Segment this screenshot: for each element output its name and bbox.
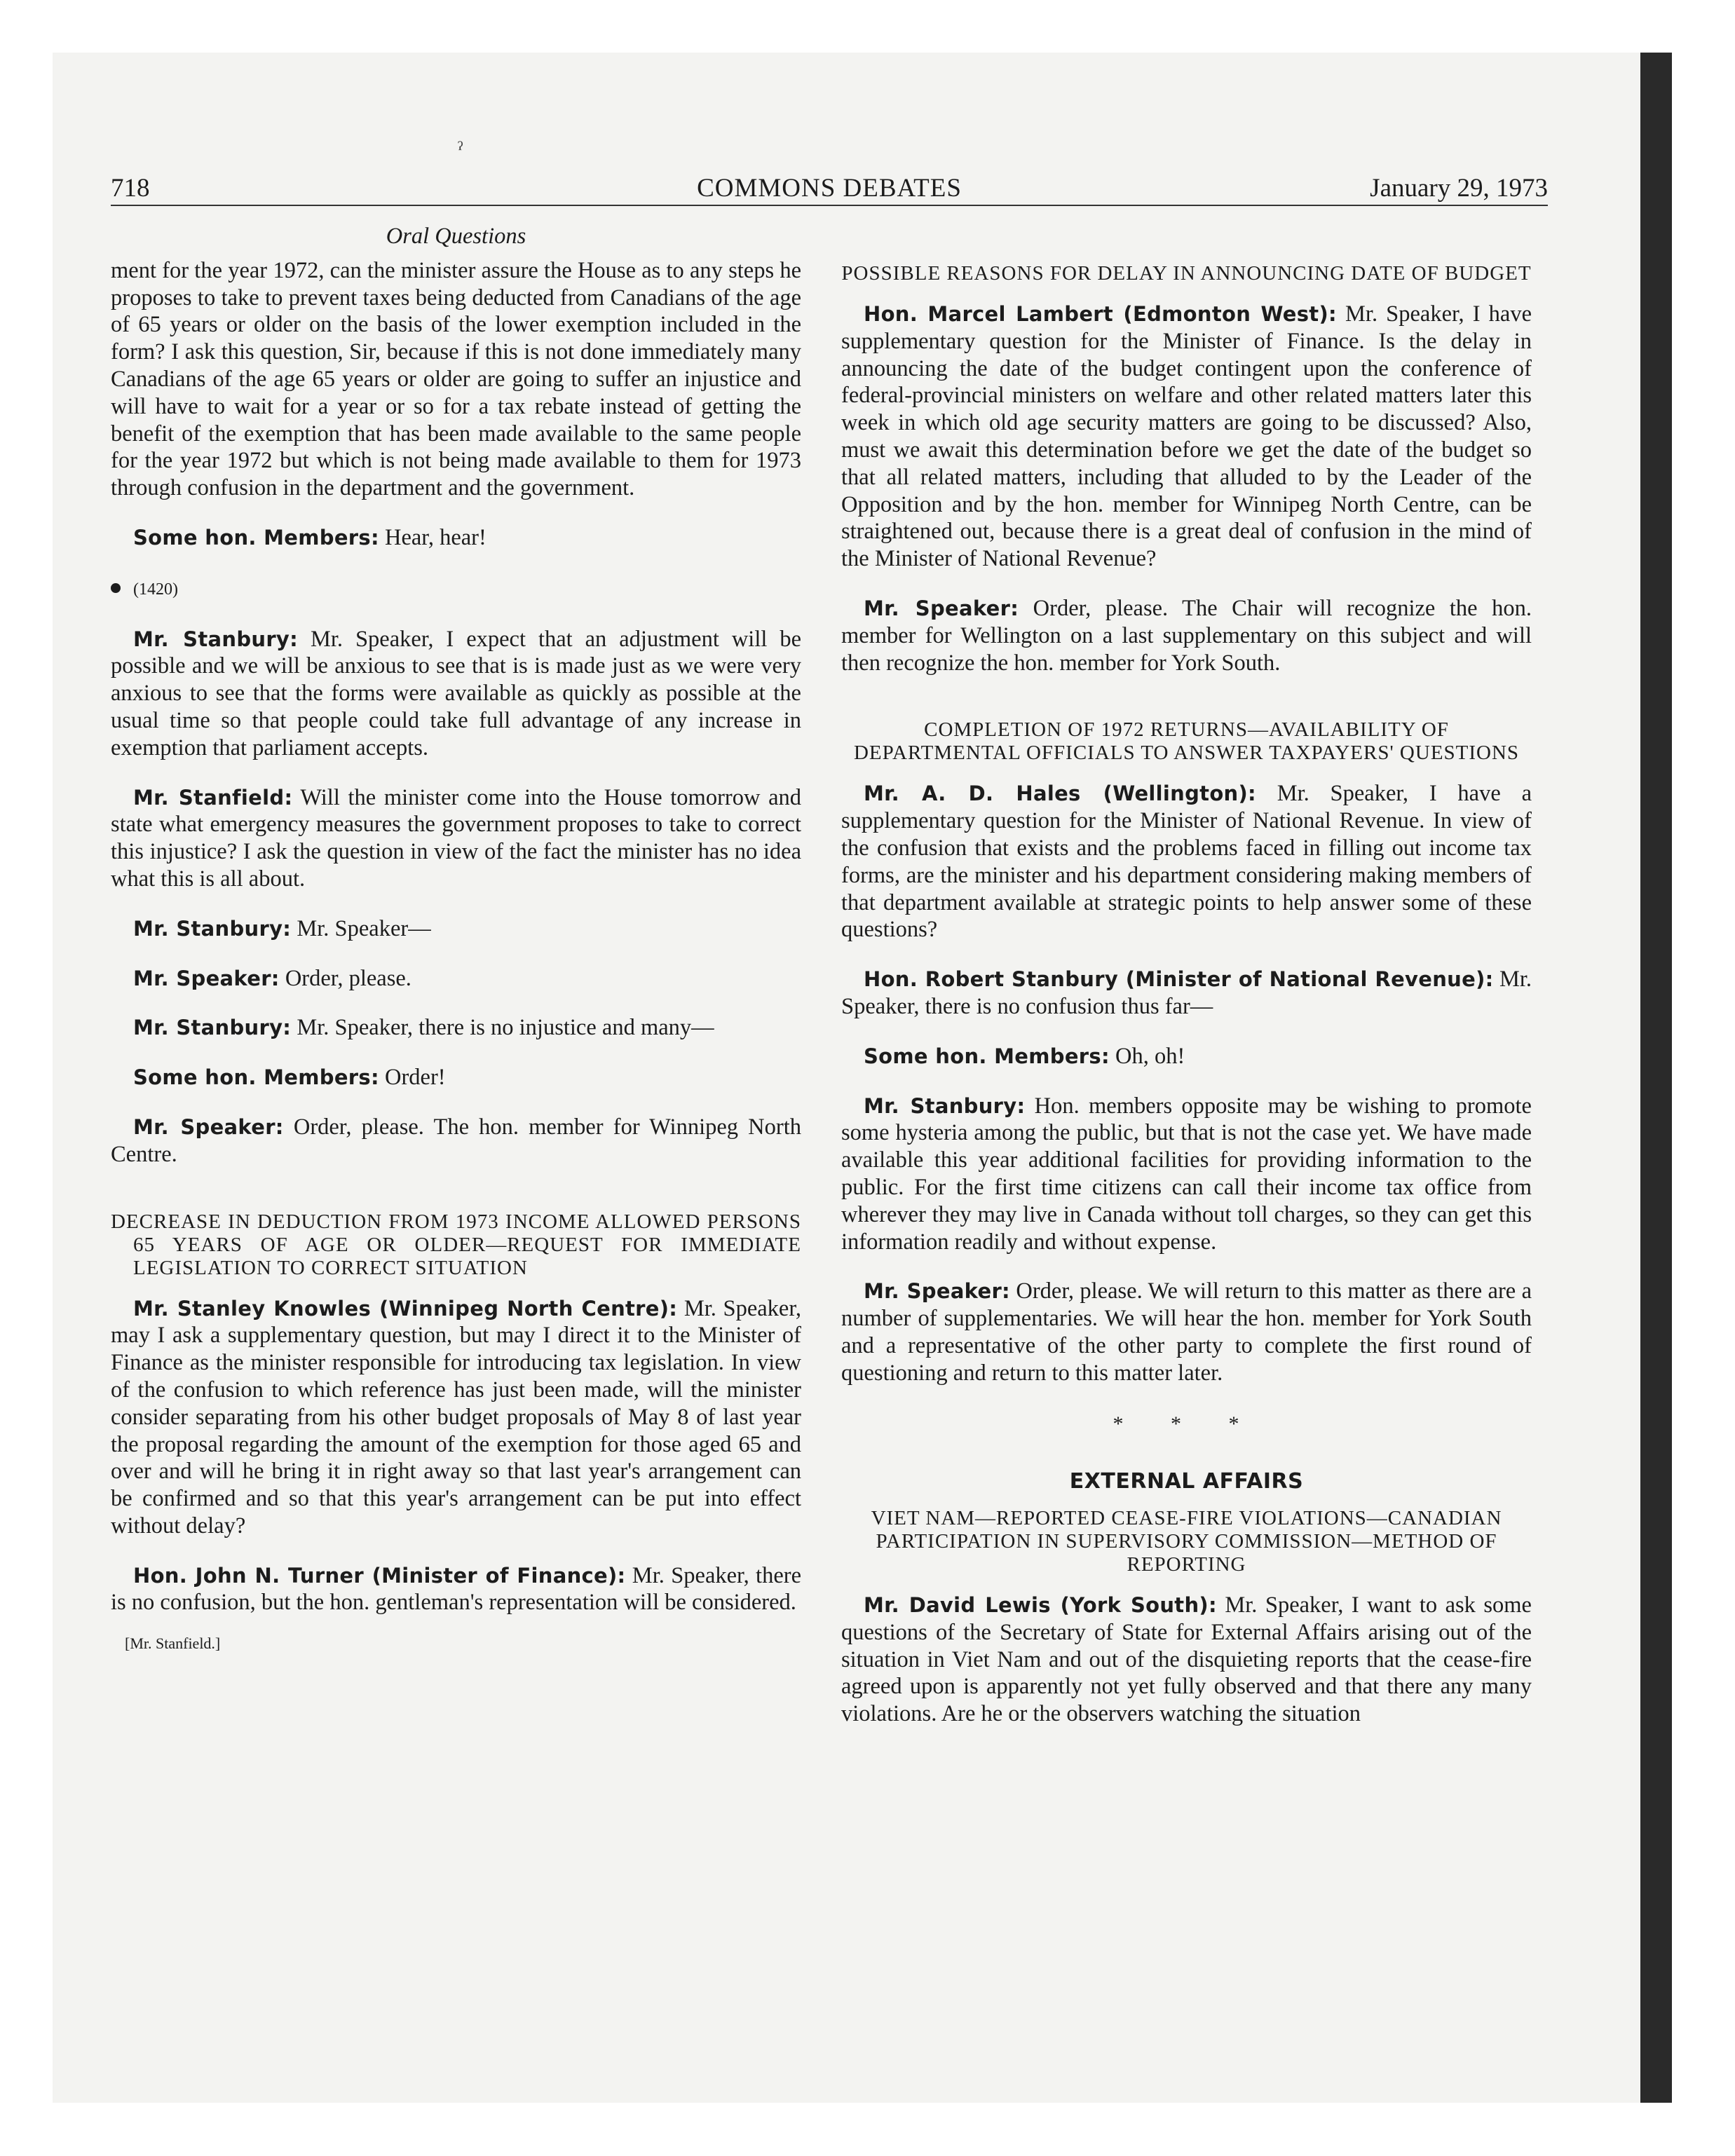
paragraph [111,1064,801,1091]
speech-text: Order! [384,1065,446,1091]
speaker-name: Mr. Stanbury: [133,916,292,941]
speaker-name: Some hon. Members: [133,1065,379,1090]
paragraph [111,784,801,893]
speaker-name: Mr. Stanley Knowles (Winnipeg North Centre): [133,1296,678,1321]
paragraph [841,595,1532,676]
speech-text: Will the minister come into the House tomorrow and state what emergency measures the government proposes to take to correct this injustice? I ask the question in view of the fact the minister has no idea what this is all about. [111,784,801,892]
speaker-name: Mr. Stanbury: [864,1093,1026,1118]
speaker-name: Mr. Stanfield: [133,785,293,810]
speech-text: Oh, oh! [1115,1043,1185,1069]
subject-heading: VIET NAM—REPORTED CEASE-FIRE VIOLATIONS—CANADIAN PARTICIPATION IN SUPERVISORY COMMISSION—METHOD OF REPORTING [871,1507,1502,1576]
paragraph [841,780,1532,943]
speaker-name: Hon. Robert Stanbury (Minister of National Revenue): [864,967,1494,992]
scan-edge-shadow [1640,53,1672,2103]
scan-mark: ˀ [458,137,463,161]
speech-text: Mr. Speaker, I have supplementary question for the Minister of Finance. Is the delay in announcing the date of the budget contingent upon the conference of federal-provincial ministers on welfare and other related matters later this week in which old age security matters are going to be discussed? Also, must we await this determination before we get the date of the budget so that all related matters, including that alluded to by the Leader of the Opposition and by the hon. member for Winnipeg North Centre, can be straightened out, because there is a great deal of confusion in the mind of the Minister of National Revenue? [841,301,1532,572]
right-column [841,223,1532,1728]
speaker-name: Mr. Speaker: [133,1114,284,1139]
paragraph [111,915,801,943]
speech-text: Mr. Speaker, I have a supplementary question for the Minister of National Revenue. In view of the confusion that exists and the problems faced in filling out income tax forms, are the minister and his department considering making members of that department available at strategic points to help answer some of these questions? [841,781,1532,943]
paragraph [841,1278,1532,1386]
speech-text: Mr. Speaker, I expect that an adjustment will be possible and we will be anxious to see that is is made just as we were very anxious to see that the forms were available as quickly as possible at the usual time so that people could take full advantage of any increase in exemption that parliament accepts. [111,626,801,760]
timestamp-line [111,574,801,603]
page-date: January 29, 1973 [1370,174,1548,203]
paragraph [111,1014,801,1042]
attribution-footnote: [Mr. Stanfield.] [125,1635,221,1653]
paragraph: ment for the year 1972, can the minister assure the House as to any steps he proposes to take to prevent taxes being deducted from Canadians of the age of 65 years or older on the basis of the lower exemption included in the form? I ask this question, Sir, because if this is not done immediately many Canadians of the age 65 years or older are going to suffer an injustice and will have to wait for a year or so for a tax rebate instead of getting the benefit of the exemption that has been made available to the same people for the year 1972 but which is not being made available to them for 1973 through confusion in the department and the government. [111,257,801,501]
speaker-name: Mr. A. D. Hales (Wellington): [864,782,1256,806]
running-head: Oral Questions [386,224,526,249]
speaker-name: Some hon. Members: [864,1044,1110,1068]
speech-text: Mr. Speaker, may I ask a supplementary question, but may I direct it to the Minister of Finance as the minister responsible for introducing tax legislation. In view of the confusion to which reference has just been made, will the minister consider separating from his other budget proposals of May 8 of last year the proposal regarding the amount of the exemption for those aged 65 and over and will he bring it in right away so that last year's arrangement can be confirmed and so that this year's arrangement can be put into effect without delay? [111,1295,801,1538]
paragraph [111,524,801,552]
paragraph [111,1562,801,1617]
subject-heading: COMPLETION OF 1972 RETURNS—AVAILABILITY OF DEPARTMENTAL OFFICIALS TO ANSWER TAXPAYERS' QUESTIONS [853,718,1520,765]
paragraph [111,1114,801,1168]
speaker-name: Mr. Speaker: [133,966,280,990]
speech-text: Mr. Speaker, I want to ask some questions of the Secretary of State for External Affairs arising out of the situation in Viet Nam and out of the disquieting reports that the cease-fire agreed upon is apparently not yet fully observed and that there any many violations. Are he or the observers watching the situation [841,1592,1532,1727]
bullet-dot-icon [111,583,121,593]
paragraph [841,1043,1532,1070]
speaker-name: Hon. John N. Turner (Minister of Finance): [133,1563,626,1588]
speaker-name: Mr. David Lewis (York South): [864,1593,1217,1618]
timestamp: (1420) [133,580,178,599]
speaker-name: Mr. Speaker: [864,596,1019,620]
speech-text: Order, please. We will return to this matter as there are a number of supplementaries. We will hear the hon. member for York South and a representative of the other party to complete the first round of questioning and return to this matter later. [841,1278,1532,1386]
speech-text: Hon. members opposite may be wishing to promote some hysteria among the public, but that is not the case yet. We have made available this year additional facilities for providing information to the public. For the first time citizens can call their income tax office from wherever they may live in Canada without toll charges, so they can get this information readily and without expense. [841,1093,1532,1255]
header-rule [111,205,1548,206]
subject-heading: POSSIBLE REASONS FOR DELAY IN ANNOUNCING DATE OF BUDGET [841,262,1532,285]
paragraph [841,966,1532,1021]
paragraph [111,626,801,762]
paragraph [111,965,801,992]
speaker-name: Mr. Stanbury: [133,627,299,651]
speaker-name: Some hon. Members: [133,525,379,550]
left-column [111,223,801,1658]
publication-title: COMMONS DEBATES [697,174,962,203]
speech-text: Order, please. The Chair will recognize the hon. member for Wellington on a last supplementary on this subject and will then recognize the hon. member for York South. [841,595,1532,676]
page-number: 718 [111,174,150,203]
speaker-name: Mr. Speaker: [864,1279,1010,1304]
paragraph [841,1093,1532,1256]
speech-text: Mr. Speaker, there is no confusion, but the hon. gentleman's representation will be considered. [111,1562,801,1616]
section-title: EXTERNAL AFFAIRS [1069,1469,1304,1494]
paragraph [111,1295,801,1540]
speaker-name: Mr. Stanbury: [133,1016,292,1040]
speech-text: Mr. Speaker, there is no injustice and many— [297,1015,714,1041]
speech-text: Order, please. [285,965,411,991]
speech-text: Order, please. The hon. member for Winnipeg North Centre. [111,1114,801,1167]
page-header [111,172,1548,205]
subject-heading: DECREASE IN DEDUCTION FROM 1973 INCOME ALLOWED PERSONS 65 YEARS OF AGE OR OLDER—REQUEST FOR IMMEDIATE LEGISLATION TO CORRECT SITUATION [111,1210,801,1279]
speech-text: Hear, hear! [384,524,487,550]
speech-text: Mr. Speaker, there is no confusion thus far— [841,967,1532,1019]
paragraph [841,1592,1532,1728]
speaker-name: Hon. Marcel Lambert (Edmonton West): [864,302,1337,326]
speech-text: Mr. Speaker— [297,915,431,941]
section-separator: * * * [1113,1412,1260,1435]
paragraph [841,301,1532,573]
